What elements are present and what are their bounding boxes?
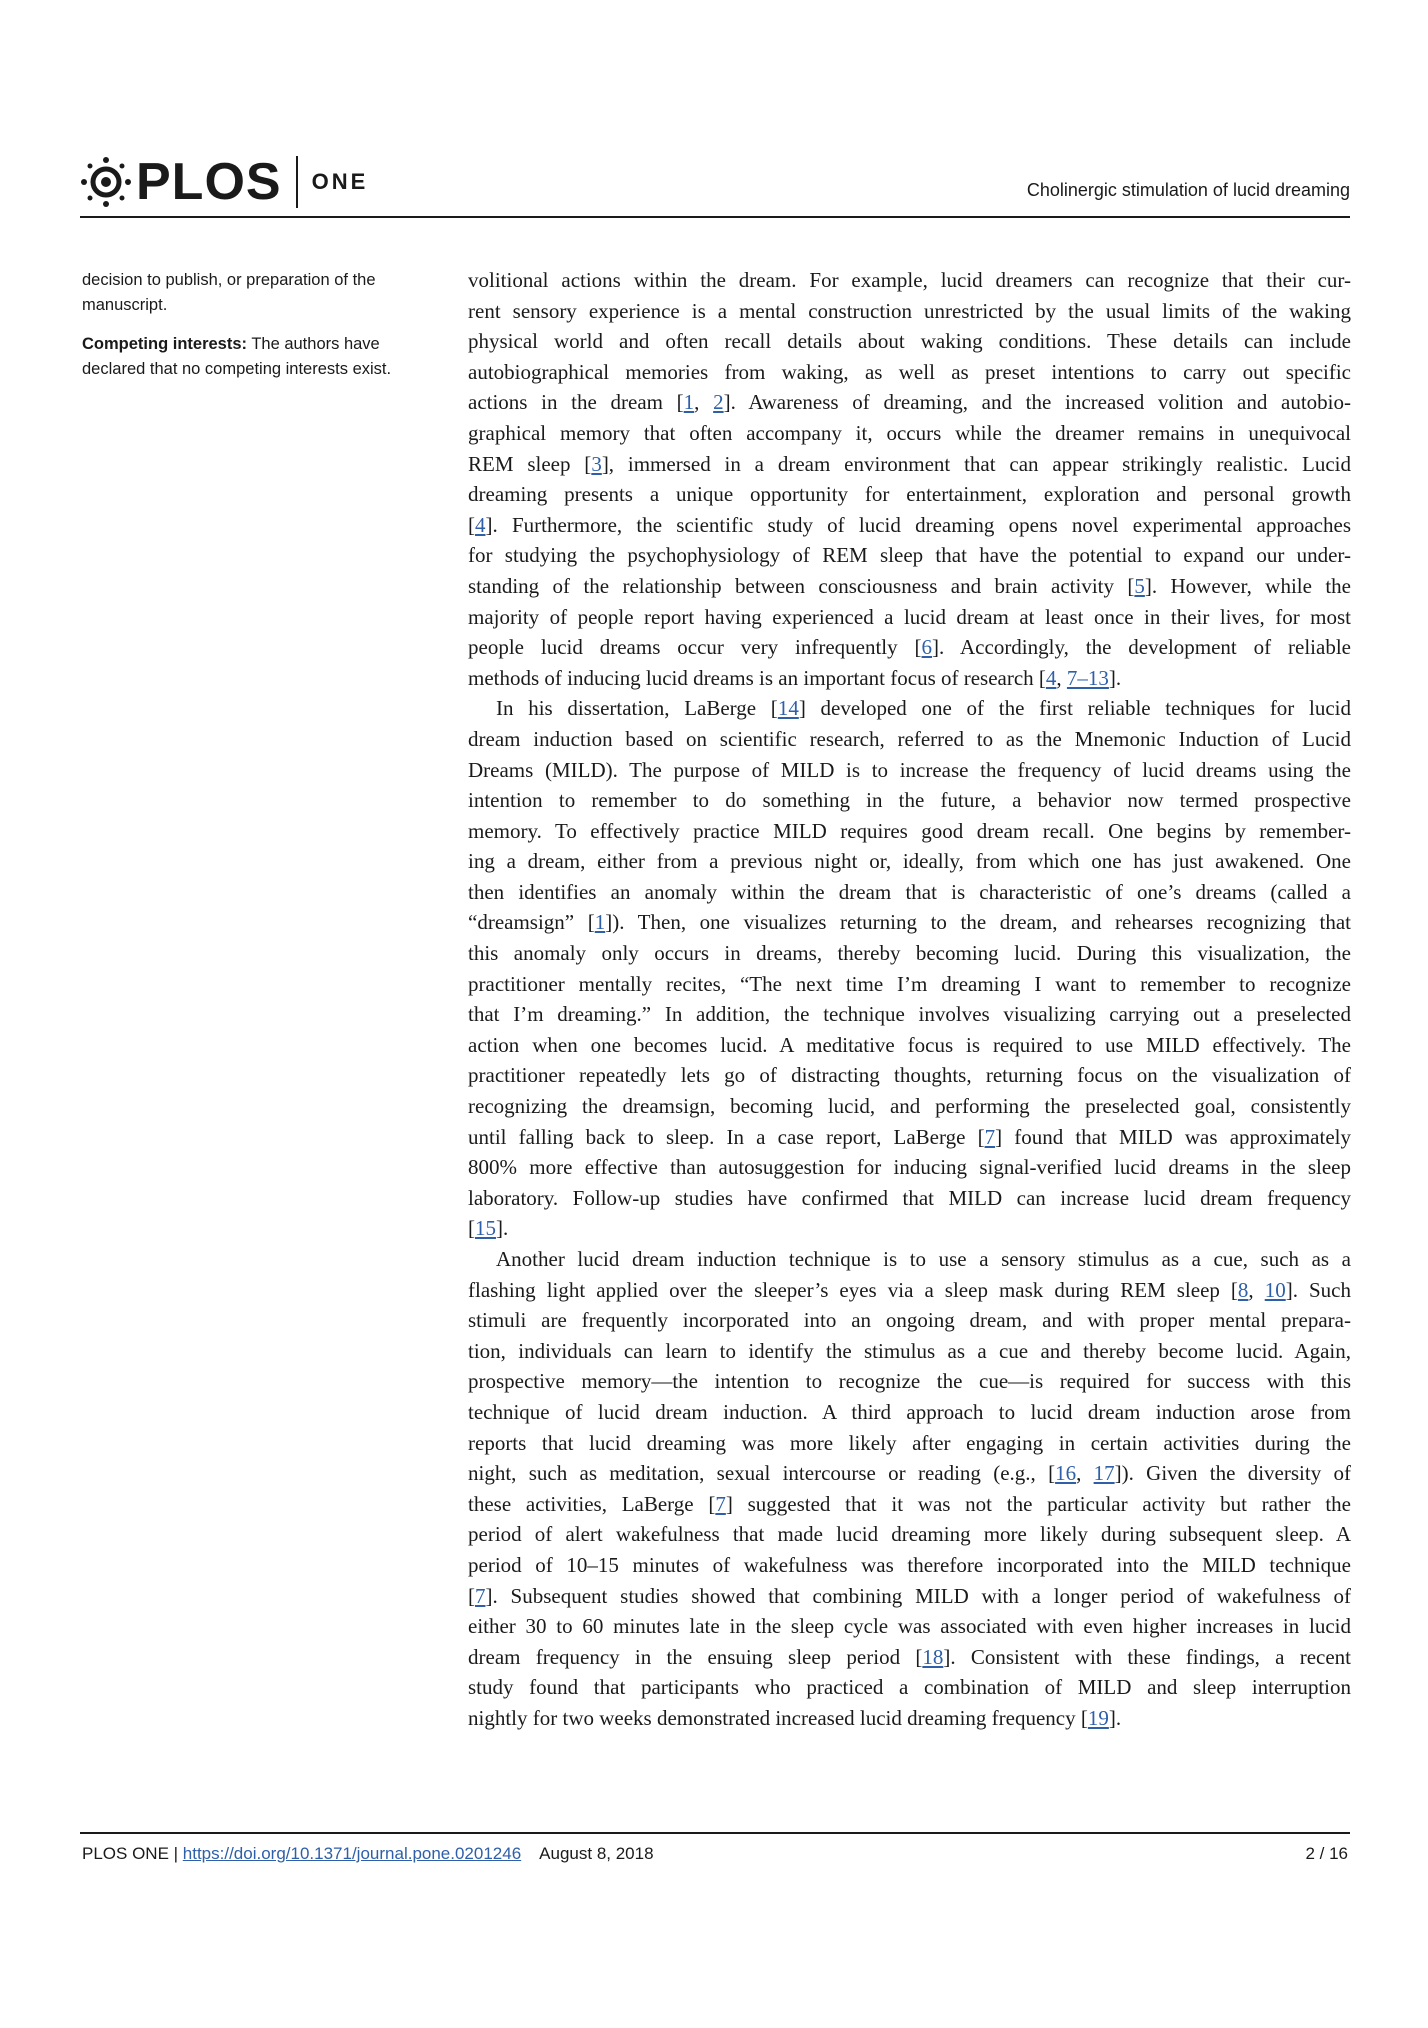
text-run: that I’m dreaming.” In addition, the technique involves visualizing carrying out a preselected xyxy=(468,1002,1351,1027)
citation-link[interactable]: 10 xyxy=(1264,1277,1286,1302)
text-line xyxy=(468,1672,1351,1703)
text-line xyxy=(468,969,1351,1000)
text-run: ]. xyxy=(1108,1705,1122,1730)
text-run: [ xyxy=(468,1583,475,1608)
paragraph-3 xyxy=(468,1244,1351,1734)
citation-link[interactable]: 7 xyxy=(475,1583,486,1608)
text-line xyxy=(468,296,1351,327)
text-run: until falling back to sleep. In a case report, LaBerge [ xyxy=(468,1124,985,1149)
text-run: ] developed one of the first reliable techniques for lucid xyxy=(798,696,1351,721)
text-line xyxy=(468,907,1351,938)
text-run: recognizing the dreamsign, becoming lucid, and performing the preselected goal, consistently xyxy=(468,1094,1351,1119)
text-run: ]). Given the diversity of xyxy=(1114,1461,1351,1486)
text-run: ]. xyxy=(1108,665,1122,690)
text-run: this anomaly only occurs in dreams, thereby becoming lucid. During this visualization, the xyxy=(468,941,1351,966)
citation-link[interactable]: 4 xyxy=(1045,665,1057,690)
text-run: In his dissertation, LaBerge [ xyxy=(496,696,778,721)
citation-link[interactable]: 17 xyxy=(1093,1461,1115,1486)
text-run: these activities, LaBerge [ xyxy=(468,1491,716,1516)
text-line xyxy=(468,663,1351,694)
text-run: intention to remember to do something in the future, a behavior now termed prospective xyxy=(468,788,1351,813)
text-line xyxy=(468,724,1351,755)
text-line xyxy=(468,1213,1351,1244)
competing-interests xyxy=(82,332,422,382)
text-run: then identifies an anomaly within the dream that is characteristic of one’s dreams (called a xyxy=(468,879,1351,904)
citation-link[interactable]: 4 xyxy=(475,512,486,537)
text-run: 800% more effective than autosuggestion for inducing signal-verified lucid dreams in the sleep xyxy=(468,1155,1351,1180)
running-title: Cholinergic stimulation of lucid dreaming xyxy=(1026,180,1350,200)
citation-link[interactable]: 18 xyxy=(922,1644,944,1669)
text-line xyxy=(468,1366,1351,1397)
competing-interests-text: The authors have declared that no competing interests exist. xyxy=(82,335,392,378)
text-run: rent sensory experience is a mental construction unrestricted by the usual limits of the waking xyxy=(468,298,1351,323)
text-run: , xyxy=(1056,665,1067,690)
paragraph-2 xyxy=(468,693,1351,1244)
page-header xyxy=(0,0,1428,220)
text-line xyxy=(468,1152,1351,1183)
text-run: practitioner repeatedly lets go of distracting thoughts, returning focus on the visualization of xyxy=(468,1063,1351,1088)
citation-link[interactable]: 7 xyxy=(984,1124,996,1149)
text-run: laboratory. Follow-up studies have confirmed that MILD can increase lucid dream frequency xyxy=(468,1185,1351,1210)
text-line xyxy=(468,1244,1351,1275)
text-run: action when one becomes lucid. A meditative focus is required to use MILD effectively. The xyxy=(468,1032,1351,1057)
text-line xyxy=(468,571,1351,602)
logo-divider xyxy=(296,156,298,208)
text-line xyxy=(468,265,1351,296)
text-run: , xyxy=(1076,1461,1094,1486)
text-run: night, such as meditation, sexual intercourse or reading (e.g., [ xyxy=(468,1461,1056,1486)
citation-link[interactable]: 3 xyxy=(591,451,602,476)
doi-link[interactable]: https://doi.org/10.1371/journal.pone.0201246 xyxy=(182,1844,522,1863)
text-run: tion, individuals can learn to identify the stimulus as a cue and thereby become lucid. Again, xyxy=(468,1338,1351,1363)
text-run: people lucid dreams occur very infrequently [ xyxy=(468,635,922,660)
page-number: 2 / 16 xyxy=(1305,1844,1348,1863)
text-line xyxy=(468,1550,1351,1581)
plos-one-logo[interactable] xyxy=(80,148,368,216)
text-line xyxy=(468,877,1351,908)
paragraph-1 xyxy=(468,265,1351,693)
text-line xyxy=(468,1091,1351,1122)
text-run: ] found that MILD was approximately xyxy=(995,1124,1351,1149)
text-line xyxy=(468,1611,1351,1642)
text-run: , xyxy=(1248,1277,1265,1302)
competing-interests-label: Competing interests: xyxy=(82,335,248,353)
text-line xyxy=(468,1183,1351,1214)
text-line xyxy=(468,1030,1351,1061)
text-line xyxy=(468,602,1351,633)
text-run: standing of the relationship between consciousness and brain activity [ xyxy=(468,573,1135,598)
text-line xyxy=(468,632,1351,663)
text-line xyxy=(468,1060,1351,1091)
main-body xyxy=(468,265,1351,1734)
text-run: methods of inducing lucid dreams is an important focus of research [ xyxy=(468,665,1046,690)
text-run: period of 10–15 minutes of wakefulness was therefore incorporated into the MILD technique xyxy=(468,1552,1351,1577)
logo-text: PLOS xyxy=(136,153,282,211)
footer-journal: PLOS ONE | xyxy=(82,1844,183,1863)
text-run: ]. Furthermore, the scientific study of lucid dreaming opens novel experimental approaches xyxy=(485,512,1351,537)
text-run: Another lucid dream induction technique is to use a sensory stimulus as a cue, such as a xyxy=(496,1247,1351,1271)
text-line xyxy=(468,1581,1351,1612)
text-run: majority of people report having experienced a lucid dream at least once in their lives, for most xyxy=(468,604,1351,629)
header-rule xyxy=(80,216,1350,218)
text-run: ]). Then, one visualizes returning to the dream, and rehearses recognizing that xyxy=(605,910,1351,935)
citation-link[interactable]: 1 xyxy=(594,910,606,935)
text-run: ]. Awareness of dreaming, and the increased volition and autobio- xyxy=(723,390,1351,415)
text-line xyxy=(468,326,1351,357)
text-run: study found that participants who practiced a combination of MILD and sleep interruption xyxy=(468,1675,1351,1700)
citation-link[interactable]: 5 xyxy=(1134,573,1145,598)
page-footer xyxy=(82,1844,1350,1864)
text-run: nightly for two weeks demonstrated increased lucid dreaming frequency [ xyxy=(468,1705,1088,1730)
text-run: for studying the psychophysiology of REM sleep that have the potential to expand our under- xyxy=(468,543,1351,568)
text-line xyxy=(468,1336,1351,1367)
text-line xyxy=(468,1305,1351,1336)
citation-link[interactable]: 14 xyxy=(777,696,799,721)
text-line xyxy=(468,418,1351,449)
funding-statement-tail: decision to publish, or preparation of the manuscript. xyxy=(82,271,376,314)
text-line xyxy=(468,1428,1351,1459)
text-line xyxy=(468,1703,1351,1734)
text-line xyxy=(468,1458,1351,1489)
text-run: practitioner mentally recites, “The next time I’m dreaming I want to remember to recognize xyxy=(468,971,1351,996)
text-run: stimuli are frequently incorporated into an ongoing dream, and with proper mental prepara- xyxy=(468,1308,1351,1333)
text-line xyxy=(468,938,1351,969)
citation-link[interactable]: 6 xyxy=(921,635,933,660)
text-line xyxy=(468,1519,1351,1550)
text-run: ]. Such xyxy=(1285,1277,1351,1302)
text-run: “dreamsign” [ xyxy=(468,910,595,935)
text-run: Dreams (MILD). The purpose of MILD is to increase the frequency of lucid dreams using the xyxy=(468,757,1351,782)
citation-link[interactable]: 16 xyxy=(1055,1461,1077,1486)
text-run: REM sleep [ xyxy=(468,451,592,476)
text-run: , xyxy=(694,390,714,415)
text-run: ]. Consistent with these findings, a recent xyxy=(943,1644,1351,1669)
text-line xyxy=(468,1489,1351,1520)
text-run: dream frequency in the ensuing sleep period [ xyxy=(468,1644,923,1669)
text-run: graphical memory that often accompany it, occurs while the dreamer remains in unequivocal xyxy=(468,420,1351,445)
text-run: ]. Subsequent studies showed that combining MILD with a longer period of wakefulness of xyxy=(485,1583,1351,1608)
text-line xyxy=(468,540,1351,571)
text-line xyxy=(468,693,1351,724)
citation-link[interactable]: 19 xyxy=(1087,1705,1109,1730)
text-run: autobiographical memories from waking, as well as preset intentions to carry out specific xyxy=(468,359,1351,384)
text-run: physical world and often recall details about waking conditions. These details can include xyxy=(468,329,1351,354)
text-run: [ xyxy=(468,512,475,537)
text-run: dream induction based on scientific research, referred to as the Mnemonic Induction of Lucid xyxy=(468,726,1351,751)
publication-date: August 8, 2018 xyxy=(539,1844,654,1863)
text-run: dreaming presents a unique opportunity for entertainment, exploration and personal growth xyxy=(468,482,1351,507)
text-run: memory. To effectively practice MILD requires good dream recall. One begins by remember- xyxy=(468,818,1351,843)
text-run: actions in the dream [ xyxy=(468,390,684,415)
text-run: ]. Accordingly, the development of reliable xyxy=(932,635,1351,660)
citation-link[interactable]: 1 xyxy=(683,390,695,415)
text-line xyxy=(468,1642,1351,1673)
text-run: technique of lucid dream induction. A third approach to lucid dream induction arose from xyxy=(468,1399,1351,1424)
text-line xyxy=(468,1122,1351,1153)
text-line xyxy=(468,816,1351,847)
text-line xyxy=(468,479,1351,510)
text-run: either 30 to 60 minutes late in the sleep cycle was associated with even higher increases in lucid xyxy=(468,1614,1351,1639)
text-run: prospective memory—the intention to recognize the cue—is required for success with this xyxy=(468,1369,1351,1394)
logo-suffix: ONE xyxy=(311,169,369,194)
text-run: [ xyxy=(468,1216,475,1241)
text-line xyxy=(468,449,1351,480)
text-run: ]. However, while the xyxy=(1144,573,1351,598)
text-line xyxy=(468,1275,1351,1306)
text-run: ], immersed in a dream environment that can appear strikingly realistic. Lucid xyxy=(601,451,1352,476)
citation-link[interactable]: 8 xyxy=(1237,1277,1249,1302)
text-run: period of alert wakefulness that made lucid dreaming more likely during subsequent sleep. A xyxy=(468,1522,1351,1547)
text-line xyxy=(468,1397,1351,1428)
text-run: ing a dream, either from a previous night or, ideally, from which one has just awakened. One xyxy=(468,849,1351,874)
text-run: reports that lucid dreaming was more likely after engaging in certain activities during the xyxy=(468,1430,1351,1455)
text-line xyxy=(468,510,1351,541)
text-run: volitional actions within the dream. For example, lucid dreamers can recognize that their cur- xyxy=(468,268,1351,292)
text-line xyxy=(468,999,1351,1030)
text-line xyxy=(468,387,1351,418)
citation-link[interactable]: 7–13 xyxy=(1066,665,1109,690)
text-line xyxy=(468,846,1351,877)
sidebar-notes xyxy=(82,268,422,396)
text-line xyxy=(468,755,1351,786)
plos-logo-icon xyxy=(80,156,132,208)
text-run: ] suggested that it was not the particular activity but rather the xyxy=(725,1491,1352,1516)
footer-rule xyxy=(80,1832,1350,1834)
citation-link[interactable]: 15 xyxy=(475,1216,496,1241)
text-run: flashing light applied over the sleeper’s eyes via a sleep mask during REM sleep [ xyxy=(468,1277,1238,1302)
text-line xyxy=(468,357,1351,388)
text-run: ]. xyxy=(496,1216,509,1241)
citation-link[interactable]: 7 xyxy=(715,1491,726,1516)
citation-link[interactable]: 2 xyxy=(713,390,724,415)
text-line xyxy=(468,785,1351,816)
